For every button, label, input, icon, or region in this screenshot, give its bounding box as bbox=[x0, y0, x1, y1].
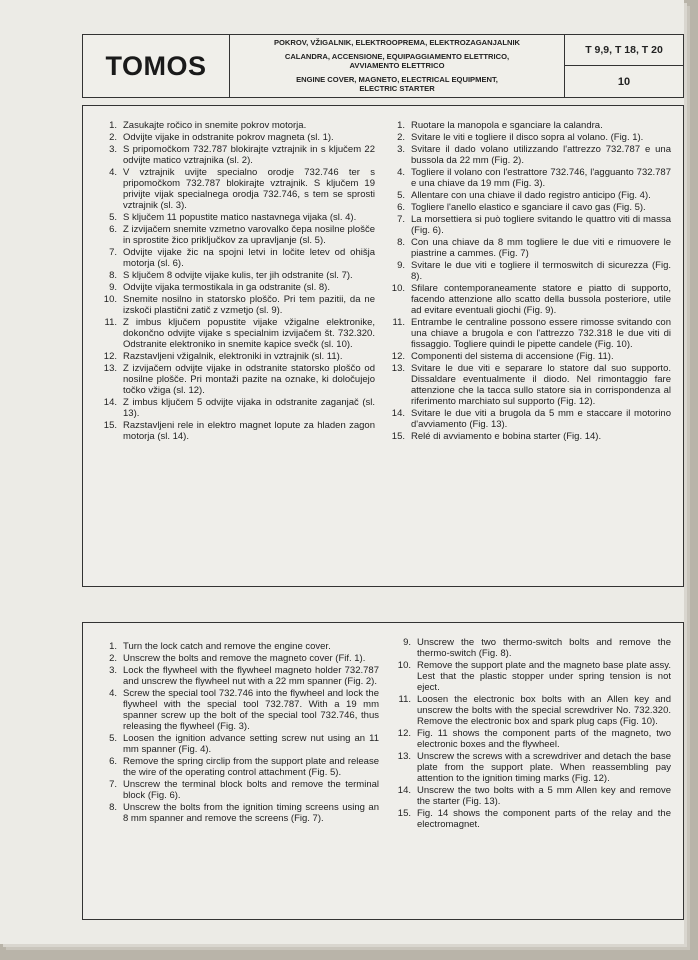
step-text: Unscrew the two thermo-switch bolts and remove the thermo-switch (Fig. 8). bbox=[417, 637, 671, 659]
list-item bbox=[383, 202, 671, 213]
step-text: Con una chiave da 8 mm togliere le due viti e rimuovere le piastrine a cammes. (Fig. 7) bbox=[411, 237, 671, 259]
list-item bbox=[389, 751, 671, 784]
list-item bbox=[95, 247, 375, 269]
step-number: 3. bbox=[109, 144, 117, 155]
list-item bbox=[383, 237, 671, 259]
step-text: Componenti del sistema di accensione (Fig. 11). bbox=[411, 351, 614, 362]
list-item bbox=[389, 637, 671, 659]
step-text: Odvijte vijaka termostikala in ga odstranite (sl. 8). bbox=[123, 282, 330, 293]
list-item bbox=[95, 665, 379, 687]
step-number: 2. bbox=[109, 653, 117, 664]
step-text: S ključem 11 popustite matico nastavnega vijaka (sl. 4). bbox=[123, 212, 357, 223]
step-text: Entrambe le centraline possono essere rimosse svitando con una chiave a brugola e con l'attrezzo 732.318 le due viti di fissaggio. Togliere quindi le pipette candele (Fig. 10). bbox=[411, 317, 671, 350]
title-slovene: POKROV, VŽIGALNIK, ELEKTROOPREMA, ELEKTROZAGANJALNIK bbox=[273, 38, 521, 48]
list-item bbox=[95, 167, 375, 211]
column-slovene bbox=[95, 120, 375, 443]
title-italian-1: CALANDRA, ACCENSIONE, EQUIPAGGIAMENTO ELETTRICO, bbox=[284, 51, 510, 61]
step-text: Svitare le viti e togliere il disco sopra al volano. (Fig. 1). bbox=[411, 132, 644, 143]
list-item bbox=[95, 641, 379, 652]
step-text: Unscrew the screws with a screwdriver and detach the base plate from the support plate. When reassembling pay attention to the ignition timing marks (Fig. 12). bbox=[417, 751, 671, 784]
list-item bbox=[95, 688, 379, 732]
step-text: Svitare le due viti e togliere il termoswitch di sicurezza (Fig. 8). bbox=[411, 260, 671, 282]
step-text: Unscrew the terminal block bolts and remove the terminal block (Fig. 6). bbox=[123, 779, 379, 801]
page-number: 10 bbox=[617, 75, 631, 88]
step-text: Relé di avviamento e bobina starter (Fig. 14). bbox=[411, 431, 602, 442]
step-text: Loosen the electronic box bolts with an Allen key and unscrew the bolts with the special screwdriver No. 732.320. Remove the electronic box and spark plug caps (Fig. 10). bbox=[417, 694, 671, 727]
step-number: 12. bbox=[391, 351, 405, 362]
step-number: 7. bbox=[109, 779, 117, 790]
step-number: 15. bbox=[103, 420, 117, 431]
step-text: S pripomočkom 732.787 blokirajte vztrajnik in s ključem 22 odvijte matico vztrajnika (sl. 2). bbox=[123, 144, 375, 166]
column-italian bbox=[383, 120, 671, 443]
list-item bbox=[95, 212, 375, 223]
step-text: Loosen the ignition advance setting screw nut using an 11 mm spanner (Fig. 4). bbox=[123, 733, 379, 755]
step-text: Unscrew the bolts from the ignition timing screens using an 8 mm spanner and remove the screens (Fig. 7). bbox=[123, 802, 379, 824]
step-text: Turn the lock catch and remove the engine cover. bbox=[123, 641, 331, 652]
instructions-english bbox=[82, 622, 684, 920]
list-item bbox=[95, 802, 379, 824]
list-item bbox=[389, 694, 671, 727]
step-text: V vztrajnik uvijte specialno orodje 732.746 ter s pripomočkom 732.787 blokirajte vztrajnik. S ključem 19 privijte vijak specialnega orodja 732.746, s tem se sprosti vztrajnik (sl. 3). bbox=[123, 167, 375, 211]
step-text: Remove the spring circlip from the support plate and release the wire of the operating control attachment (Fig. 5). bbox=[123, 756, 379, 778]
step-number: 4. bbox=[109, 167, 117, 178]
step-text: Fig. 14 shows the component parts of the relay and the electromagnet. bbox=[417, 808, 671, 830]
step-number: 5. bbox=[109, 733, 117, 744]
step-text: Unscrew the bolts and remove the magneto cover (Fif. 1). bbox=[123, 653, 366, 664]
list-item bbox=[95, 144, 375, 166]
list-item bbox=[95, 282, 375, 293]
list-item bbox=[95, 294, 375, 316]
list-item bbox=[95, 363, 375, 396]
step-number: 1. bbox=[109, 641, 117, 652]
list-item bbox=[383, 190, 671, 201]
list-item bbox=[389, 728, 671, 750]
step-text: Lock the flywheel with the flywheel magneto holder 732.787 and unscrew the flywheel nut with a 22 mm spanner (Fig. 2). bbox=[123, 665, 379, 687]
step-text: S ključem 8 odvijte vijake kulis, ter jih odstranite (sl. 7). bbox=[123, 270, 353, 281]
list-item bbox=[389, 660, 671, 693]
step-text: Odvijte vijake in odstranite pokrov magneta (sl. 1). bbox=[123, 132, 334, 143]
list-item bbox=[383, 317, 671, 350]
step-number: 9. bbox=[109, 282, 117, 293]
step-number: 6. bbox=[397, 202, 405, 213]
step-text: Odvijte vijake žic na spojni letvi in ločite letev od ohišja motorja (sl. 6). bbox=[123, 247, 375, 269]
english-steps-left bbox=[95, 641, 379, 824]
model-box bbox=[565, 35, 683, 97]
step-number: 4. bbox=[397, 167, 405, 178]
step-number: 12. bbox=[397, 728, 411, 739]
step-number: 15. bbox=[391, 431, 405, 442]
step-text: Z imbus ključem popustite vijake vžigalne elektronike, dokončno odvijte vijake s specialnim izvijačem št. 732.320. Odstranite elektroniko in snemite kapice svečk (sl. 10). bbox=[123, 317, 375, 350]
list-item bbox=[95, 224, 375, 246]
step-number: 14. bbox=[103, 397, 117, 408]
step-number: 2. bbox=[109, 132, 117, 143]
column-english-left bbox=[95, 641, 379, 825]
list-item bbox=[383, 167, 671, 189]
list-item bbox=[95, 270, 375, 281]
step-number: 13. bbox=[391, 363, 405, 374]
step-number: 8. bbox=[109, 270, 117, 281]
section-titles bbox=[230, 35, 565, 97]
step-text: Togliere il volano con l'estrattore 732.746, l'agguanto 732.787 e una chiave da 19 mm (Fig. 3). bbox=[411, 167, 671, 189]
list-item bbox=[383, 214, 671, 236]
step-number: 10. bbox=[391, 283, 405, 294]
step-number: 1. bbox=[397, 120, 405, 131]
step-text: La morsettiera si può togliere svitando le quattro viti di massa (Fig. 6). bbox=[411, 214, 671, 236]
list-item bbox=[95, 351, 375, 362]
list-item bbox=[383, 132, 671, 143]
list-item bbox=[95, 397, 375, 419]
step-number: 15. bbox=[397, 808, 411, 819]
step-text: Z izvijačem odvijte vijake in odstranite statorsko ploščo od nosilne plošče. Pri montaži pazite na oznake, ki določujejo točko vžiga (sl. 12). bbox=[123, 363, 375, 396]
list-item bbox=[95, 756, 379, 778]
step-text: Sfilare contemporaneamente statore e piatto di supporto, facendo attenzione allo scatto della bussola posteriore, utile ad evitare eventuali giochi (Fig. 9). bbox=[411, 283, 671, 316]
english-steps-right bbox=[389, 637, 671, 830]
column-english-right bbox=[389, 637, 671, 831]
step-number: 11. bbox=[104, 317, 117, 328]
step-number: 5. bbox=[397, 190, 405, 201]
instructions-slovene-italian bbox=[82, 105, 684, 587]
step-text: Allentare con una chiave il dado registro anticipo (Fig. 4). bbox=[411, 190, 651, 201]
step-number: 10. bbox=[103, 294, 117, 305]
step-number: 8. bbox=[109, 802, 117, 813]
step-text: Razstavljeni vžigalnik, elektroniki in vztrajnik (sl. 11). bbox=[123, 351, 343, 362]
step-number: 3. bbox=[397, 144, 405, 155]
list-item bbox=[383, 363, 671, 407]
list-item bbox=[383, 120, 671, 131]
list-item bbox=[383, 144, 671, 166]
list-item bbox=[389, 785, 671, 807]
step-text: Screw the special tool 732.746 into the flywheel and lock the flywheel with the special tool 732.787. With a 19 mm spanner screw up the bolt of the special tool 732.746, thus releasing the flywheel (Fig. 3). bbox=[123, 688, 379, 732]
step-text: Ruotare la manopola e sganciare la calandra. bbox=[411, 120, 603, 131]
list-item bbox=[95, 420, 375, 442]
step-text: Z izvijačem snemite vzmetno varovalko čepa nosilne plošče in sprostite žico priključkov za upravljanje (sl. 5). bbox=[123, 224, 375, 246]
step-text: Togliere l'anello elastico e sganciare il cavo gas (Fig. 5). bbox=[411, 202, 646, 213]
step-number: 11. bbox=[392, 317, 405, 328]
step-number: 7. bbox=[109, 247, 117, 258]
list-item bbox=[383, 351, 671, 362]
title-italian-2: AVVIAMENTO ELETTRICO bbox=[349, 61, 445, 71]
step-number: 10. bbox=[397, 660, 411, 671]
step-text: Razstavljeni rele in elektro magnet lopute za hladen zagon motorja (sl. 14). bbox=[123, 420, 375, 442]
list-item bbox=[95, 653, 379, 664]
step-text: Unscrew the two bolts with a 5 mm Allen key and remove the starter (Fig. 13). bbox=[417, 785, 671, 807]
list-item bbox=[383, 283, 671, 316]
step-number: 13. bbox=[397, 751, 411, 762]
list-item bbox=[389, 808, 671, 830]
step-number: 11. bbox=[398, 694, 411, 705]
list-item bbox=[95, 132, 375, 143]
step-number: 6. bbox=[109, 224, 117, 235]
step-number: 13. bbox=[103, 363, 117, 374]
list-item bbox=[383, 408, 671, 430]
page-header bbox=[82, 34, 684, 98]
step-number: 9. bbox=[403, 637, 411, 648]
step-number: 6. bbox=[109, 756, 117, 767]
slovene-steps bbox=[95, 120, 375, 442]
step-text: Remove the support plate and the magneto base plate assy. Lest that the plastic stopper under spring tension is not eject. bbox=[417, 660, 671, 693]
model-numbers: T 9,9, T 18, T 20 bbox=[565, 35, 683, 66]
step-text: Svitare il dado volano utilizzando l'attrezzo 732.787 e una bussola da 22 mm (Fig. 2). bbox=[411, 144, 671, 166]
step-number: 1. bbox=[109, 120, 117, 131]
italian-steps bbox=[383, 120, 671, 442]
step-number: 5. bbox=[109, 212, 117, 223]
step-number: 12. bbox=[103, 351, 117, 362]
step-text: Z imbus ključem 5 odvijte vijaka in odstranite zaganjač (sl. 13). bbox=[123, 397, 375, 419]
step-number: 3. bbox=[109, 665, 117, 676]
step-number: 8. bbox=[397, 237, 405, 248]
step-number: 9. bbox=[397, 260, 405, 271]
step-number: 14. bbox=[397, 785, 411, 796]
list-item bbox=[95, 317, 375, 350]
step-number: 7. bbox=[397, 214, 405, 225]
title-english-2: ELECTRIC STARTER bbox=[359, 84, 435, 94]
list-item bbox=[383, 260, 671, 282]
list-item bbox=[383, 431, 671, 442]
step-text: Zasukajte ročico in snemite pokrov motorja. bbox=[123, 120, 307, 131]
step-text: Svitare le due viti a brugola da 5 mm e staccare il motorino d'avviamento (Fig. 13). bbox=[411, 408, 671, 430]
step-text: Svitare le due viti e separare lo statore dal suo supporto. Dissaldare eventualmente il diodo. Nel rimontaggio fare attenzione che la tacca sullo statore sia in corrispondenza al riferimento marchiato sul supporto (Fig. 12). bbox=[411, 363, 671, 407]
step-text: Fig. 11 shows the component parts of the magneto, two electronic boxes and the flywheel. bbox=[417, 728, 671, 750]
title-english-1: ENGINE COVER, MAGNETO, ELECTRICAL EQUIPMENT, bbox=[296, 74, 498, 84]
step-number: 4. bbox=[109, 688, 117, 699]
step-text: Snemite nosilno in statorsko ploščo. Pri tem pazitii, da ne izskoči plastični zatič z vzmetjo (sl. 9). bbox=[123, 294, 375, 316]
list-item bbox=[95, 779, 379, 801]
list-item bbox=[95, 120, 375, 131]
step-number: 2. bbox=[397, 132, 405, 143]
list-item bbox=[95, 733, 379, 755]
step-number: 14. bbox=[391, 408, 405, 419]
tomos-logo: TOMOS bbox=[83, 35, 230, 97]
